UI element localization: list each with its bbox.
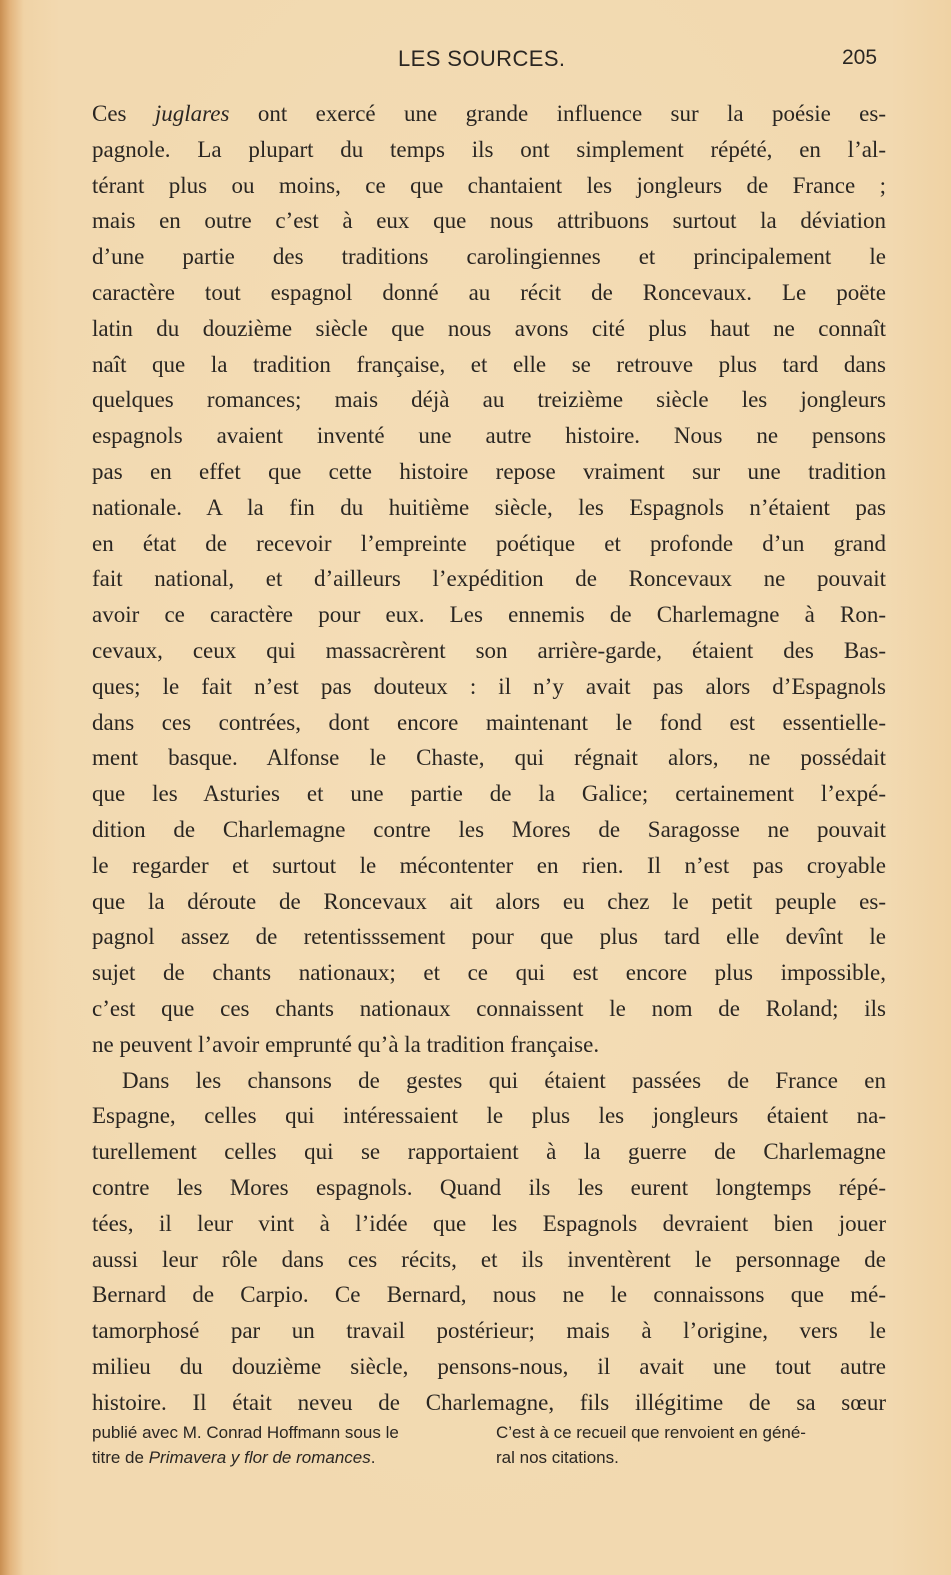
text-run: contre les Mores espagnols. Quand ils les eurent longtemps répé- (92, 1174, 886, 1200)
footnote-text: titre de (92, 1448, 149, 1467)
text-line (92, 454, 886, 490)
footnote-line: publié avec M. Conrad Hoffmann sous le (92, 1423, 399, 1442)
text-run: c’est que ces chants nationaux connaissent le nom de Roland; ils (92, 995, 886, 1021)
text-line (92, 382, 886, 418)
footnotes (92, 1420, 886, 1480)
text-run: histoire. Il était neveu de Charlemagne, fils illégitime de sa sœur (92, 1389, 886, 1415)
body-text (92, 96, 886, 1420)
page-header (0, 46, 951, 80)
text-run: que les Asturies et une partie de la Galice; certainement l’expé- (92, 781, 886, 807)
text-line (92, 884, 886, 920)
text-line (92, 776, 886, 812)
text-line (92, 561, 886, 597)
text-run: le regarder et surtout le mécontenter en rien. Il n’est pas croyable (92, 852, 886, 878)
text-line (92, 848, 886, 884)
text-run: pas en effet que cette histoire repose vraiment sur une tradition (92, 458, 886, 484)
text-line (92, 490, 886, 526)
text-line (92, 96, 886, 132)
text-line (92, 812, 886, 848)
text-run: tées, il leur vint à l’idée que les Espagnols devraient bien jouer (92, 1210, 886, 1236)
text-run: ne peuvent l’avoir emprunté qu’à la tradition française. (92, 1031, 600, 1057)
text-line (92, 1063, 886, 1099)
text-line (92, 1027, 886, 1063)
text-run: Bernard de Carpio. Ce Bernard, nous ne le connaissons que mé- (92, 1282, 886, 1308)
text-run: ment basque. Alfonse le Chaste, qui régnait alors, ne possédait (92, 745, 886, 771)
text-run: tamorphosé par un travail postérieur; mais à l’origine, vers le (92, 1318, 886, 1344)
text-line (92, 705, 886, 741)
text-run: caractère tout espagnol donné au récit de Roncevaux. Le poëte (92, 279, 886, 305)
text-run: milieu du douzième siècle, pensons-nous, il avait une tout autre (92, 1353, 886, 1379)
text-run: latin du douzième siècle que nous avons cité plus haut ne connaît (92, 315, 886, 341)
footnote-book-title: Primavera y flor de romances (148, 1448, 371, 1467)
text-line (92, 347, 886, 383)
footnote-text: . (370, 1448, 376, 1467)
text-run: dans ces contrées, dont encore maintenant le fond est essentielle- (92, 709, 886, 735)
text-line (92, 919, 886, 955)
text-run: térant plus ou moins, ce que chantaient les jongleurs de France ; (92, 172, 886, 198)
text-line (92, 1134, 886, 1170)
text-line (92, 1385, 886, 1421)
text-line (92, 526, 886, 562)
text-line (92, 311, 886, 347)
text-run: que la déroute de Roncevaux ait alors eu chez le petit peuple es- (92, 888, 886, 914)
text-run: fait national, et d’ailleurs l’expédition de Roncevaux ne pouvait (92, 566, 886, 592)
running-head: LES SOURCES. (398, 46, 566, 71)
text-line (92, 203, 886, 239)
text-run: en état de recevoir l’empreinte poétique et profonde d’un grand (92, 530, 886, 556)
text-run: Espagne, celles qui intéressaient le plus les jongleurs étaient na- (92, 1103, 886, 1129)
footnote-line: ral nos citations. (496, 1448, 619, 1467)
text-line (92, 418, 886, 454)
footnote-line (92, 1445, 482, 1470)
text-run: cevaux, ceux qui massacrèrent son arrière-garde, étaient des Bas- (92, 637, 886, 663)
text-line (92, 132, 886, 168)
text-run: naît que la tradition française, et elle se retrouve plus tard dans (92, 351, 886, 377)
text-run: pagnole. La plupart du temps ils ont simplement répété, en l’al- (92, 136, 886, 162)
text-line (92, 669, 886, 705)
text-line (92, 1349, 886, 1385)
text-run: ont exercé une grande influence sur la poésie es- (229, 101, 886, 126)
text-run: nationale. A la fin du huitième siècle, les Espagnols n’étaient pas (92, 494, 886, 520)
text-run: ques; le fait n’est pas douteux : il n’y avait pas alors d’Espagnols (92, 673, 886, 699)
text-run: Ces (92, 101, 155, 126)
text-line (92, 1242, 886, 1278)
page-number: 205 (842, 46, 878, 69)
text-run: espagnols avaient inventé une autre histoire. Nous ne pensons (92, 423, 886, 449)
text-line (92, 1313, 886, 1349)
text-run: sujet de chants nationaux; et ce qui est encore plus impossible, (92, 960, 886, 986)
text-run: turellement celles qui se rapportaient à la guerre de Charlemagne (92, 1139, 886, 1165)
italic-term: juglares (154, 101, 230, 126)
text-line (92, 991, 886, 1027)
text-run: dition de Charlemagne contre les Mores de Saragosse ne pouvait (92, 816, 886, 842)
text-line (92, 1277, 886, 1313)
footnote-left-column (92, 1420, 482, 1470)
text-line (92, 168, 886, 204)
text-run: aussi leur rôle dans ces récits, et ils inventèrent le personnage de (92, 1246, 886, 1272)
text-run: quelques romances; mais déjà au treizième siècle les jongleurs (92, 387, 886, 413)
text-line (92, 275, 886, 311)
text-line (92, 740, 886, 776)
text-run: Dans les chansons de gestes qui étaient passées de France en (122, 1067, 886, 1093)
footnote-right-column (496, 1420, 888, 1470)
text-line (92, 1098, 886, 1134)
text-run: d’une partie des traditions carolingiennes et principalement le (92, 244, 886, 270)
text-line (92, 1206, 886, 1242)
text-line (92, 633, 886, 669)
text-run: pagnol assez de retentisssement pour que plus tard elle devînt le (92, 924, 886, 950)
text-run: mais en outre c’est à eux que nous attribuons surtout la déviation (92, 208, 886, 234)
text-line (92, 239, 886, 275)
text-line (92, 955, 886, 991)
footnote-line: C’est à ce recueil que renvoient en géné- (496, 1423, 806, 1442)
text-line (92, 1170, 886, 1206)
text-run: avoir ce caractère pour eux. Les ennemis de Charlemagne à Ron- (92, 602, 886, 628)
text-line (92, 597, 886, 633)
